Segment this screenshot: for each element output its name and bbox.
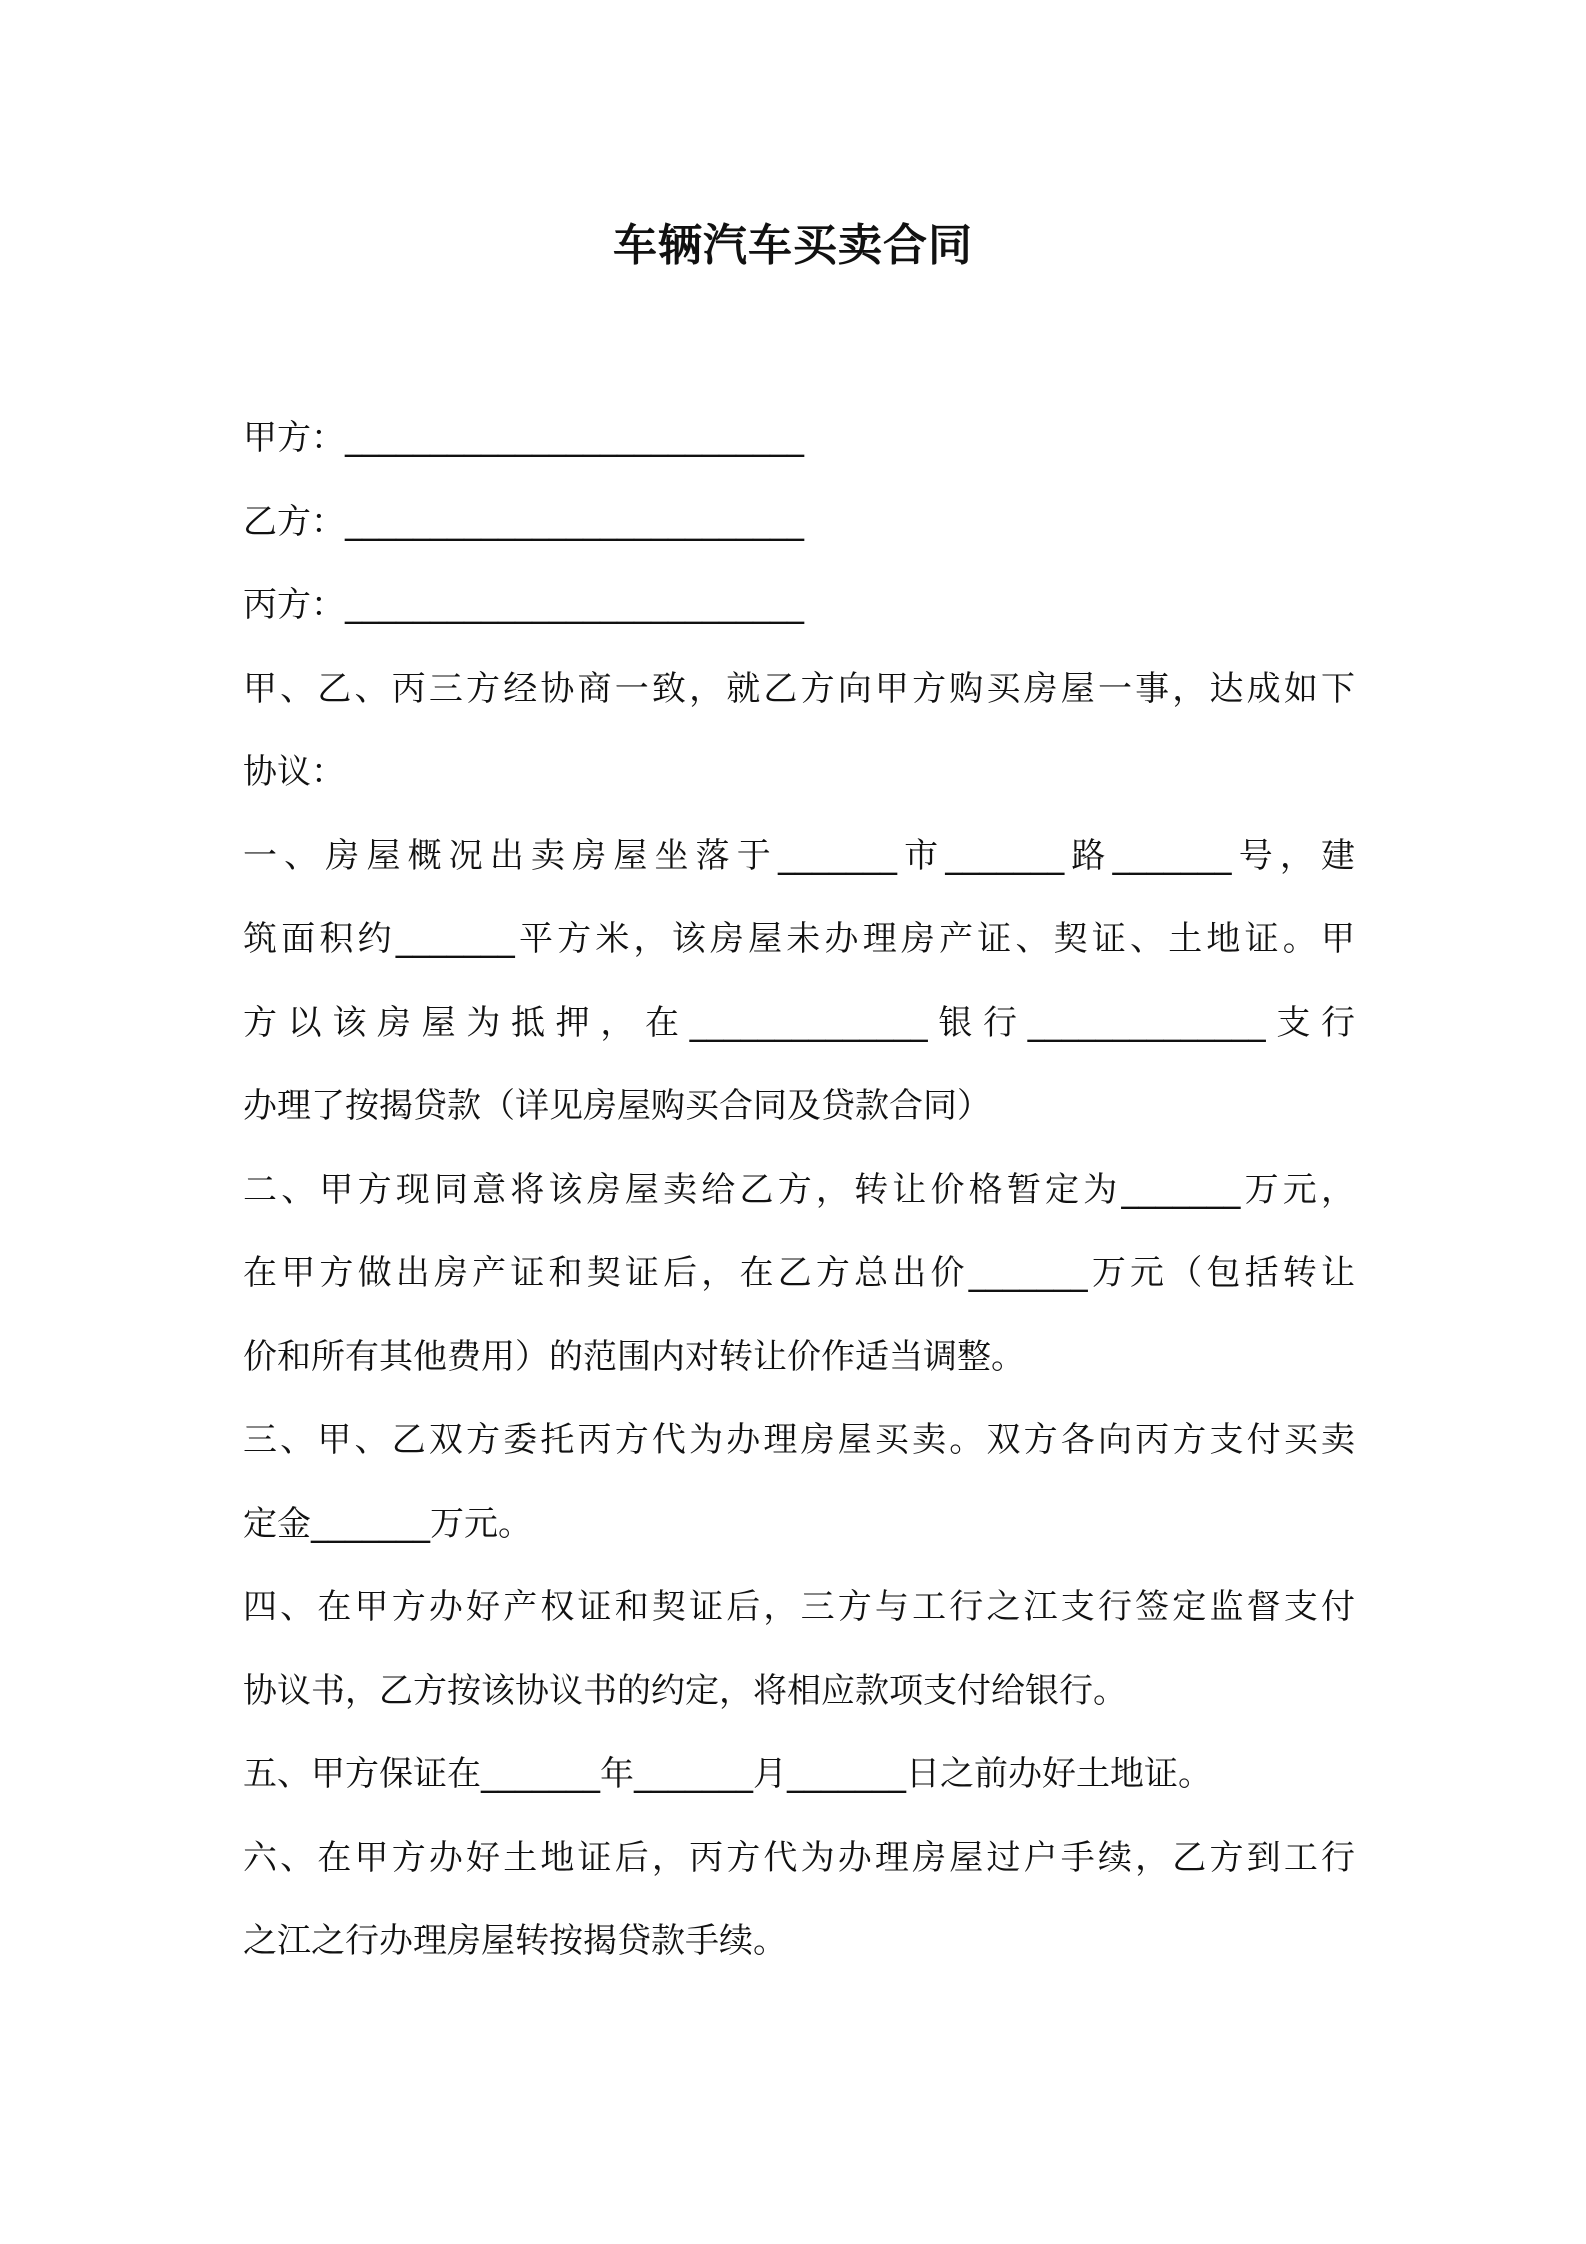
clause-1-line-2: 筑面积约_______平方米，该房屋未办理房产证、契证、土地证。甲 xyxy=(243,919,1355,959)
clause-2-line-2: 在甲方做出房产证和契证后，在乙方总出价_______万元（包括转让 xyxy=(243,1253,1355,1293)
clause-4-line-1: 四、在甲方办好产权证和契证后，三方与工行之江支行签定监督支付 xyxy=(243,1587,1355,1627)
clause-6-line-2: 之江之行办理房屋转按揭贷款手续。 xyxy=(243,1921,787,1961)
intro-line-2: 协议： xyxy=(243,752,345,792)
party-a-line: 甲方：___________________________ xyxy=(243,418,804,458)
document-title: 车辆汽车买卖合同 xyxy=(613,220,973,271)
clause-4-line-2: 协议书，乙方按该协议书的约定，将相应款项支付给银行。 xyxy=(243,1670,1127,1711)
clause-1-line-1: 一、房屋概况出卖房屋坐落于_______市_______路_______号，建 xyxy=(243,835,1355,876)
clause-6-line-1: 六、在甲方办好土地证后，丙方代为办理房屋过户手续，乙方到工行 xyxy=(243,1837,1355,1878)
intro-line-1: 甲、乙、丙三方经协商一致，就乙方向甲方购买房屋一事，达成如下 xyxy=(243,668,1355,709)
clause-3-line-2: 定金_______万元。 xyxy=(243,1503,532,1544)
clause-1-line-3: 方以该房屋为抵押，在______________银行______________支行 xyxy=(243,1002,1355,1043)
clause-2-line-1: 二、甲方现同意将该房屋卖给乙方，转让价格暂定为_______万元， xyxy=(243,1169,1355,1210)
document-body xyxy=(243,397,1355,1984)
party-c-line: 丙方：___________________________ xyxy=(243,585,804,625)
clause-3-line-1: 三、甲、乙双方委托丙方代为办理房屋买卖。双方各向丙方支付买卖 xyxy=(243,1420,1355,1460)
clause-5-line-1: 五、甲方保证在_______年_______月_______日之前办好土地证。 xyxy=(243,1754,1212,1794)
clause-1-line-4: 办理了按揭贷款（详见房屋购买合同及贷款合同） xyxy=(243,1086,991,1126)
clause-2-line-3: 价和所有其他费用）的范围内对转让价作适当调整。 xyxy=(243,1336,1025,1377)
party-b-line: 乙方：___________________________ xyxy=(243,501,804,542)
